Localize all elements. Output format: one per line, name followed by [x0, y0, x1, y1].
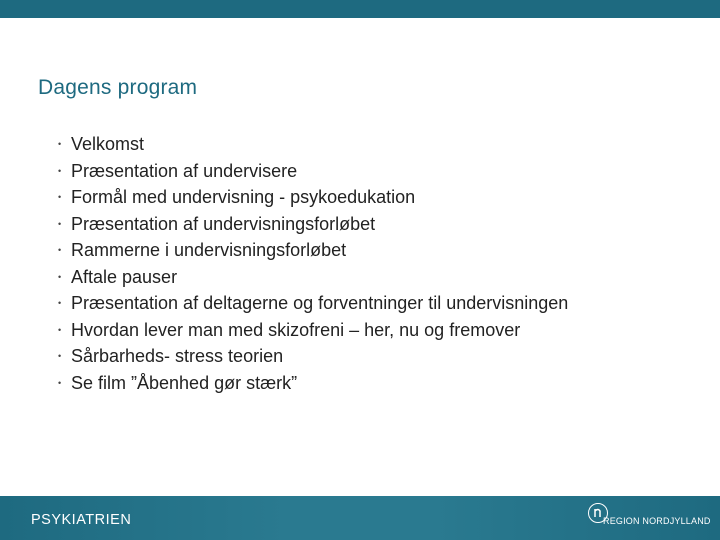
agenda-item [58, 343, 568, 370]
agenda-item [58, 158, 568, 185]
top-bar [0, 0, 720, 18]
agenda-item-text: Sårbarheds- stress teorien [71, 346, 284, 366]
agenda-item [58, 264, 568, 291]
agenda-item [58, 317, 568, 344]
agenda-item [58, 184, 568, 211]
bullet-icon: • [58, 245, 62, 255]
footer-brand-region: REGION NORDJYLLAND [603, 516, 711, 526]
agenda-item-text: Præsentation af undervisere [71, 160, 298, 181]
agenda-item [58, 290, 568, 317]
agenda-list [58, 131, 568, 396]
slide-title: Dagens program [38, 76, 198, 99]
footer-brand-psykiatrien: PSYKIATRIEN [31, 512, 132, 528]
agenda-item [58, 131, 568, 158]
bullet-icon: • [58, 351, 62, 361]
agenda-item-text: Rammerne i undervisningsforløbet [71, 240, 347, 260]
agenda-item [58, 370, 568, 397]
bullet-icon: • [58, 298, 62, 308]
agenda-item-text: Præsentation af deltagerne og forventninger til undervisningen [71, 293, 569, 313]
agenda-item-text: Velkomst [71, 134, 145, 154]
bullet-icon: • [58, 139, 62, 149]
agenda-item [58, 211, 568, 238]
bullet-icon: • [58, 271, 62, 282]
agenda-item [58, 237, 568, 264]
bullet-icon: • [58, 324, 62, 335]
bullet-icon: • [58, 165, 62, 176]
bullet-icon: • [58, 218, 62, 229]
agenda-item-text: Aftale pauser [71, 266, 178, 287]
agenda-item-text: Se film ”Åbenhed gør stærk” [71, 372, 298, 393]
bullet-icon: • [58, 192, 62, 202]
agenda-item-text: Formål med undervisning - psykoedukation [71, 187, 416, 207]
bullet-icon: • [58, 377, 62, 388]
agenda-item-text: Hvordan lever man med skizofreni – her, nu og fremover [71, 319, 521, 340]
agenda-item-text: Præsentation af undervisningsforløbet [71, 213, 376, 234]
